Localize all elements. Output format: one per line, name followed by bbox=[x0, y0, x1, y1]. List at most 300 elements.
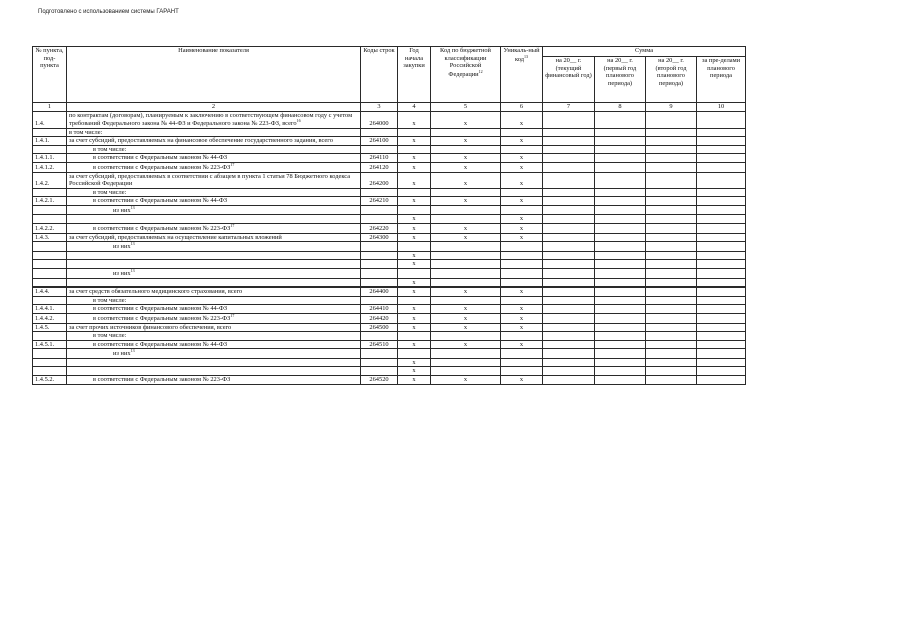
row-number-text: 1.4.1. bbox=[35, 137, 50, 145]
row-name-text: в том числе: bbox=[93, 332, 127, 340]
row-year-text: x bbox=[412, 315, 416, 322]
row-sum-cell bbox=[543, 278, 595, 287]
row-number bbox=[33, 128, 67, 137]
row-sum-cell bbox=[697, 162, 746, 172]
row-code-text: 264520 bbox=[369, 375, 389, 383]
row-unique-text: x bbox=[519, 137, 524, 145]
row-code bbox=[361, 313, 398, 323]
row-sum-cell bbox=[646, 260, 697, 269]
row-unique bbox=[501, 278, 543, 287]
col-y3-label: на 20__ г. (второй год планового периода) bbox=[655, 57, 687, 87]
row-year-text: x bbox=[412, 215, 416, 223]
row-unique-text: x bbox=[519, 375, 524, 383]
row-bcode bbox=[431, 260, 501, 269]
row-number bbox=[33, 367, 67, 376]
table-row bbox=[33, 137, 746, 146]
row-number bbox=[33, 172, 67, 188]
row-sum-cell bbox=[697, 288, 746, 297]
row-sum-cell bbox=[646, 340, 697, 349]
row-name bbox=[67, 205, 361, 215]
row-footnote: 13 bbox=[130, 348, 135, 354]
row-name-text: за счет субсидий, предоставляемых на финансовое обеспечение государственного задания, всего bbox=[69, 137, 333, 145]
row-year bbox=[398, 224, 431, 234]
row-code bbox=[361, 188, 398, 197]
table-row bbox=[33, 340, 746, 349]
row-name-text: в соответствии с Федеральным законом № 44-ФЗ bbox=[93, 340, 228, 348]
row-sum-cell bbox=[697, 215, 746, 224]
row-sum-cell bbox=[646, 111, 697, 128]
row-number bbox=[33, 242, 67, 252]
row-sum-cell bbox=[697, 233, 746, 242]
row-unique bbox=[501, 260, 543, 269]
column-number: 5 bbox=[431, 103, 501, 112]
row-bcode-text: x bbox=[463, 233, 468, 241]
col-num-label: № пункта, под-пункта bbox=[35, 47, 64, 70]
row-name-text: в соответствии с Федеральным законом № 44-ФЗ bbox=[93, 305, 228, 313]
row-sum-cell bbox=[646, 323, 697, 332]
row-sum-cell bbox=[697, 224, 746, 234]
row-unique bbox=[501, 128, 543, 137]
row-year bbox=[398, 269, 431, 279]
row-year bbox=[398, 205, 431, 215]
row-code-text: 264200 bbox=[369, 180, 389, 188]
row-code bbox=[361, 375, 398, 384]
row-bcode bbox=[431, 154, 501, 163]
row-sum-cell bbox=[543, 154, 595, 163]
row-code-text: 264210 bbox=[369, 197, 389, 205]
table-row bbox=[33, 251, 746, 260]
row-sum-cell bbox=[697, 332, 746, 341]
row-year bbox=[398, 188, 431, 197]
row-sum-cell bbox=[595, 251, 646, 260]
row-code-text: 264220 bbox=[369, 225, 389, 233]
procurement-table bbox=[32, 46, 746, 385]
table-row bbox=[33, 358, 746, 367]
row-number-text: 1.4.4. bbox=[35, 288, 50, 296]
row-sum-cell bbox=[697, 349, 746, 359]
row-name-text: за счет прочих источников финансового обеспечения, всего bbox=[69, 323, 232, 331]
row-bcode bbox=[431, 205, 501, 215]
row-number-text: 1.4.2.1. bbox=[35, 197, 55, 205]
row-unique bbox=[501, 145, 543, 154]
row-name-text: по контрактам (договорам), планируемым к заключению в соответствующем финансовом году с учетом требований Федерального закона № 44-ФЗ и Федерального закона № 223-ФЗ, всего bbox=[69, 111, 353, 128]
row-unique bbox=[501, 340, 543, 349]
row-number bbox=[33, 269, 67, 279]
table-row bbox=[33, 128, 746, 137]
table-row bbox=[33, 313, 746, 323]
row-code bbox=[361, 145, 398, 154]
row-sum-cell bbox=[595, 278, 646, 287]
row-bcode-text: x bbox=[463, 120, 468, 128]
row-year bbox=[398, 278, 431, 287]
row-sum-cell bbox=[595, 224, 646, 234]
row-year-text: x bbox=[412, 340, 416, 348]
row-code bbox=[361, 288, 398, 297]
row-name bbox=[67, 224, 361, 234]
row-unique bbox=[501, 111, 543, 128]
row-bcode bbox=[431, 367, 501, 376]
col-name-label: Наименование показателя bbox=[178, 47, 249, 54]
row-sum-cell bbox=[595, 197, 646, 206]
row-year bbox=[398, 111, 431, 128]
row-sum-cell bbox=[646, 367, 697, 376]
row-bcode-text: x bbox=[463, 197, 468, 205]
row-bcode bbox=[431, 128, 501, 137]
row-bcode bbox=[431, 332, 501, 341]
row-sum-cell bbox=[543, 172, 595, 188]
row-unique-text: x bbox=[519, 288, 524, 296]
row-number bbox=[33, 154, 67, 163]
row-year-text: x bbox=[412, 197, 416, 205]
row-bcode-text: x bbox=[463, 164, 468, 172]
row-unique bbox=[501, 367, 543, 376]
row-sum-cell bbox=[646, 332, 697, 341]
row-year bbox=[398, 332, 431, 341]
row-sum-cell bbox=[646, 128, 697, 137]
table-row bbox=[33, 323, 746, 332]
row-bcode-text: x bbox=[463, 323, 468, 331]
row-name bbox=[67, 260, 361, 269]
row-number-text: 1.4.1.2. bbox=[35, 164, 55, 172]
row-code bbox=[361, 224, 398, 234]
row-name bbox=[67, 215, 361, 224]
row-sum-cell bbox=[543, 323, 595, 332]
row-code bbox=[361, 323, 398, 332]
row-code bbox=[361, 332, 398, 341]
col-header-y1 bbox=[543, 57, 595, 103]
row-year-text: x bbox=[412, 375, 416, 383]
row-year bbox=[398, 215, 431, 224]
row-year bbox=[398, 367, 431, 376]
row-sum-cell bbox=[543, 137, 595, 146]
row-unique-text: x bbox=[519, 225, 524, 233]
row-code bbox=[361, 233, 398, 242]
row-code-text: 264500 bbox=[369, 323, 389, 331]
row-sum-cell bbox=[595, 349, 646, 359]
col-y2-label: на 20__ г. (первый год планового периода) bbox=[603, 57, 637, 87]
row-sum-cell bbox=[543, 242, 595, 252]
row-bcode bbox=[431, 242, 501, 252]
row-sum-cell bbox=[697, 358, 746, 367]
row-unique bbox=[501, 288, 543, 297]
row-sum-cell bbox=[697, 323, 746, 332]
row-sum-cell bbox=[595, 188, 646, 197]
row-year bbox=[398, 128, 431, 137]
row-bcode-text: x bbox=[463, 340, 468, 348]
row-sum-cell bbox=[697, 197, 746, 206]
row-name-text: в соответствии с Федеральным законом № 223-ФЗ bbox=[93, 375, 231, 383]
row-sum-cell bbox=[595, 288, 646, 297]
table-row bbox=[33, 278, 746, 287]
row-name bbox=[67, 375, 361, 384]
column-number: 1 bbox=[33, 103, 67, 112]
col-y1-label: на 20__ г. (текущий финансовый год) bbox=[545, 57, 592, 80]
row-code bbox=[361, 137, 398, 146]
row-bcode-text: x bbox=[463, 180, 468, 188]
row-year bbox=[398, 349, 431, 359]
row-number bbox=[33, 233, 67, 242]
row-number-text: 1.4.2. bbox=[35, 180, 50, 188]
row-sum-cell bbox=[543, 215, 595, 224]
table-row bbox=[33, 172, 746, 188]
bcode-footnote: 12 bbox=[478, 68, 483, 74]
table-row bbox=[33, 305, 746, 314]
row-name bbox=[67, 172, 361, 188]
row-sum-cell bbox=[697, 296, 746, 305]
row-bcode bbox=[431, 162, 501, 172]
row-sum-cell bbox=[543, 197, 595, 206]
row-footnote: 13 bbox=[130, 268, 135, 274]
row-sum-cell bbox=[543, 224, 595, 234]
table-row bbox=[33, 367, 746, 376]
row-sum-cell bbox=[543, 205, 595, 215]
row-sum-cell bbox=[646, 215, 697, 224]
row-year bbox=[398, 233, 431, 242]
source-note: Подготовлено с использованием системы ГАРАНТ bbox=[38, 9, 179, 15]
row-name-text: в соответствии с Федеральным законом № 223-ФЗ bbox=[93, 225, 231, 233]
row-sum-cell bbox=[595, 296, 646, 305]
column-number: 7 bbox=[543, 103, 595, 112]
row-code bbox=[361, 367, 398, 376]
row-sum-cell bbox=[595, 375, 646, 384]
row-name bbox=[67, 137, 361, 146]
row-unique bbox=[501, 233, 543, 242]
row-unique bbox=[501, 251, 543, 260]
row-sum-cell bbox=[595, 128, 646, 137]
row-sum-cell bbox=[543, 145, 595, 154]
row-unique bbox=[501, 154, 543, 163]
row-bcode bbox=[431, 145, 501, 154]
row-number bbox=[33, 111, 67, 128]
row-code-text: 264000 bbox=[369, 120, 389, 128]
table-row bbox=[33, 154, 746, 163]
row-unique bbox=[501, 205, 543, 215]
row-year bbox=[398, 154, 431, 163]
row-bcode bbox=[431, 323, 501, 332]
row-sum-cell bbox=[543, 332, 595, 341]
row-name bbox=[67, 288, 361, 297]
row-unique bbox=[501, 358, 543, 367]
row-code bbox=[361, 278, 398, 287]
row-footnote: 13 bbox=[130, 205, 135, 210]
row-year-text: x bbox=[412, 120, 416, 128]
row-code bbox=[361, 260, 398, 269]
row-bcode bbox=[431, 172, 501, 188]
row-number bbox=[33, 313, 67, 323]
row-year bbox=[398, 313, 431, 323]
row-name-text: в том числе: bbox=[93, 145, 127, 153]
row-name bbox=[67, 269, 361, 279]
row-number bbox=[33, 260, 67, 269]
row-code-text: 264120 bbox=[369, 164, 389, 172]
row-name bbox=[67, 332, 361, 341]
row-name-text: в том числе: bbox=[69, 128, 103, 136]
column-number: 9 bbox=[646, 103, 697, 112]
table-row bbox=[33, 296, 746, 305]
row-sum-cell bbox=[646, 313, 697, 323]
row-sum-cell bbox=[595, 260, 646, 269]
row-year bbox=[398, 172, 431, 188]
row-year-text: x bbox=[412, 260, 416, 268]
row-unique-text: x bbox=[519, 315, 524, 322]
row-name bbox=[67, 349, 361, 359]
row-year bbox=[398, 137, 431, 146]
row-sum-cell bbox=[543, 358, 595, 367]
col-sum-label: Сумма bbox=[634, 47, 654, 54]
row-code bbox=[361, 340, 398, 349]
row-name-text: в соответствии с Федеральным законом № 44-ФЗ bbox=[93, 154, 228, 162]
row-code-text: 264300 bbox=[369, 233, 389, 241]
row-unique bbox=[501, 172, 543, 188]
row-unique-text: x bbox=[519, 305, 524, 313]
row-number bbox=[33, 197, 67, 206]
row-bcode bbox=[431, 197, 501, 206]
col-header-unique bbox=[501, 47, 543, 103]
row-sum-cell bbox=[646, 197, 697, 206]
row-bcode bbox=[431, 233, 501, 242]
row-bcode-text: x bbox=[463, 137, 468, 145]
row-unique bbox=[501, 332, 543, 341]
row-code bbox=[361, 296, 398, 305]
row-unique bbox=[501, 197, 543, 206]
row-name-text: за счет субсидий, предоставляемых в соответствии с абзацем в пункта 1 статьи 78 Бюджетного кодекса Российской Федерации bbox=[69, 172, 351, 188]
table-row bbox=[33, 269, 746, 279]
row-sum-cell bbox=[646, 188, 697, 197]
row-number bbox=[33, 224, 67, 234]
row-number bbox=[33, 340, 67, 349]
row-bcode bbox=[431, 313, 501, 323]
row-sum-cell bbox=[697, 260, 746, 269]
table-row bbox=[33, 349, 746, 359]
row-sum-cell bbox=[697, 145, 746, 154]
row-bcode bbox=[431, 358, 501, 367]
row-number bbox=[33, 375, 67, 384]
row-number-text: 1.4. bbox=[35, 120, 45, 128]
row-sum-cell bbox=[595, 111, 646, 128]
row-bcode bbox=[431, 215, 501, 224]
row-name-text: из них bbox=[113, 270, 131, 278]
row-sum-cell bbox=[646, 137, 697, 146]
row-number bbox=[33, 145, 67, 154]
row-bcode-text: x bbox=[463, 315, 468, 322]
row-year-text: x bbox=[412, 164, 416, 172]
row-footnote: 13 bbox=[130, 241, 135, 247]
row-code-text: 264400 bbox=[369, 288, 389, 296]
row-number-text: 1.4.4.2. bbox=[35, 315, 55, 322]
row-bcode bbox=[431, 305, 501, 314]
row-name bbox=[67, 242, 361, 252]
row-code bbox=[361, 242, 398, 252]
row-unique bbox=[501, 224, 543, 234]
row-number bbox=[33, 296, 67, 305]
row-number bbox=[33, 278, 67, 287]
row-sum-cell bbox=[595, 137, 646, 146]
row-sum-cell bbox=[697, 375, 746, 384]
row-number bbox=[33, 332, 67, 341]
table-row bbox=[33, 145, 746, 154]
row-sum-cell bbox=[595, 215, 646, 224]
row-bcode-text: x bbox=[463, 288, 468, 296]
row-bcode-text: x bbox=[463, 154, 468, 162]
column-number: 3 bbox=[361, 103, 398, 112]
column-number: 2 bbox=[67, 103, 361, 112]
row-name-text: в том числе: bbox=[93, 188, 127, 196]
row-sum-cell bbox=[595, 340, 646, 349]
row-unique-text: x bbox=[519, 180, 524, 188]
row-sum-cell bbox=[543, 367, 595, 376]
row-sum-cell bbox=[697, 340, 746, 349]
row-year-text: x bbox=[412, 278, 416, 286]
row-number bbox=[33, 251, 67, 260]
row-year bbox=[398, 251, 431, 260]
row-unique-text: x bbox=[519, 233, 524, 241]
row-name bbox=[67, 313, 361, 323]
row-unique bbox=[501, 313, 543, 323]
row-number bbox=[33, 162, 67, 172]
row-year bbox=[398, 260, 431, 269]
row-year bbox=[398, 340, 431, 349]
row-sum-cell bbox=[697, 111, 746, 128]
row-sum-cell bbox=[646, 288, 697, 297]
row-unique bbox=[501, 349, 543, 359]
row-number-text: 1.4.5.1. bbox=[35, 340, 55, 348]
table-body bbox=[33, 111, 746, 384]
row-code bbox=[361, 305, 398, 314]
row-sum-cell bbox=[595, 145, 646, 154]
row-sum-cell bbox=[697, 313, 746, 323]
row-bcode bbox=[431, 269, 501, 279]
row-sum-cell bbox=[595, 323, 646, 332]
row-year bbox=[398, 358, 431, 367]
row-name bbox=[67, 111, 361, 128]
table-row bbox=[33, 197, 746, 206]
row-unique bbox=[501, 305, 543, 314]
row-name-text: в соответствии с Федеральным законом № 44-ФЗ bbox=[93, 197, 228, 205]
column-number: 10 bbox=[697, 103, 746, 112]
col-header-sum bbox=[543, 47, 746, 57]
row-year bbox=[398, 162, 431, 172]
row-bcode-text: x bbox=[463, 375, 468, 383]
row-sum-cell bbox=[697, 128, 746, 137]
row-number bbox=[33, 323, 67, 332]
row-sum-cell bbox=[697, 205, 746, 215]
row-name bbox=[67, 188, 361, 197]
row-year-text: x bbox=[412, 251, 416, 259]
row-sum-cell bbox=[543, 313, 595, 323]
unique-footnote: 13 bbox=[524, 53, 529, 59]
col-header-num bbox=[33, 47, 67, 103]
row-unique-text: x bbox=[519, 197, 524, 205]
row-name bbox=[67, 162, 361, 172]
row-sum-cell bbox=[646, 375, 697, 384]
row-year-text: x bbox=[412, 305, 416, 313]
table-row bbox=[33, 215, 746, 224]
col-header-bcode bbox=[431, 47, 501, 103]
row-sum-cell bbox=[646, 296, 697, 305]
row-name-text: из них bbox=[113, 206, 131, 214]
table-row bbox=[33, 375, 746, 384]
row-code bbox=[361, 154, 398, 163]
row-sum-cell bbox=[646, 224, 697, 234]
col-year-label: Год начала закупки bbox=[403, 47, 425, 70]
row-year bbox=[398, 375, 431, 384]
row-number bbox=[33, 349, 67, 359]
row-sum-cell bbox=[697, 137, 746, 146]
row-bcode bbox=[431, 188, 501, 197]
row-sum-cell bbox=[543, 269, 595, 279]
row-sum-cell bbox=[697, 278, 746, 287]
row-sum-cell bbox=[646, 242, 697, 252]
